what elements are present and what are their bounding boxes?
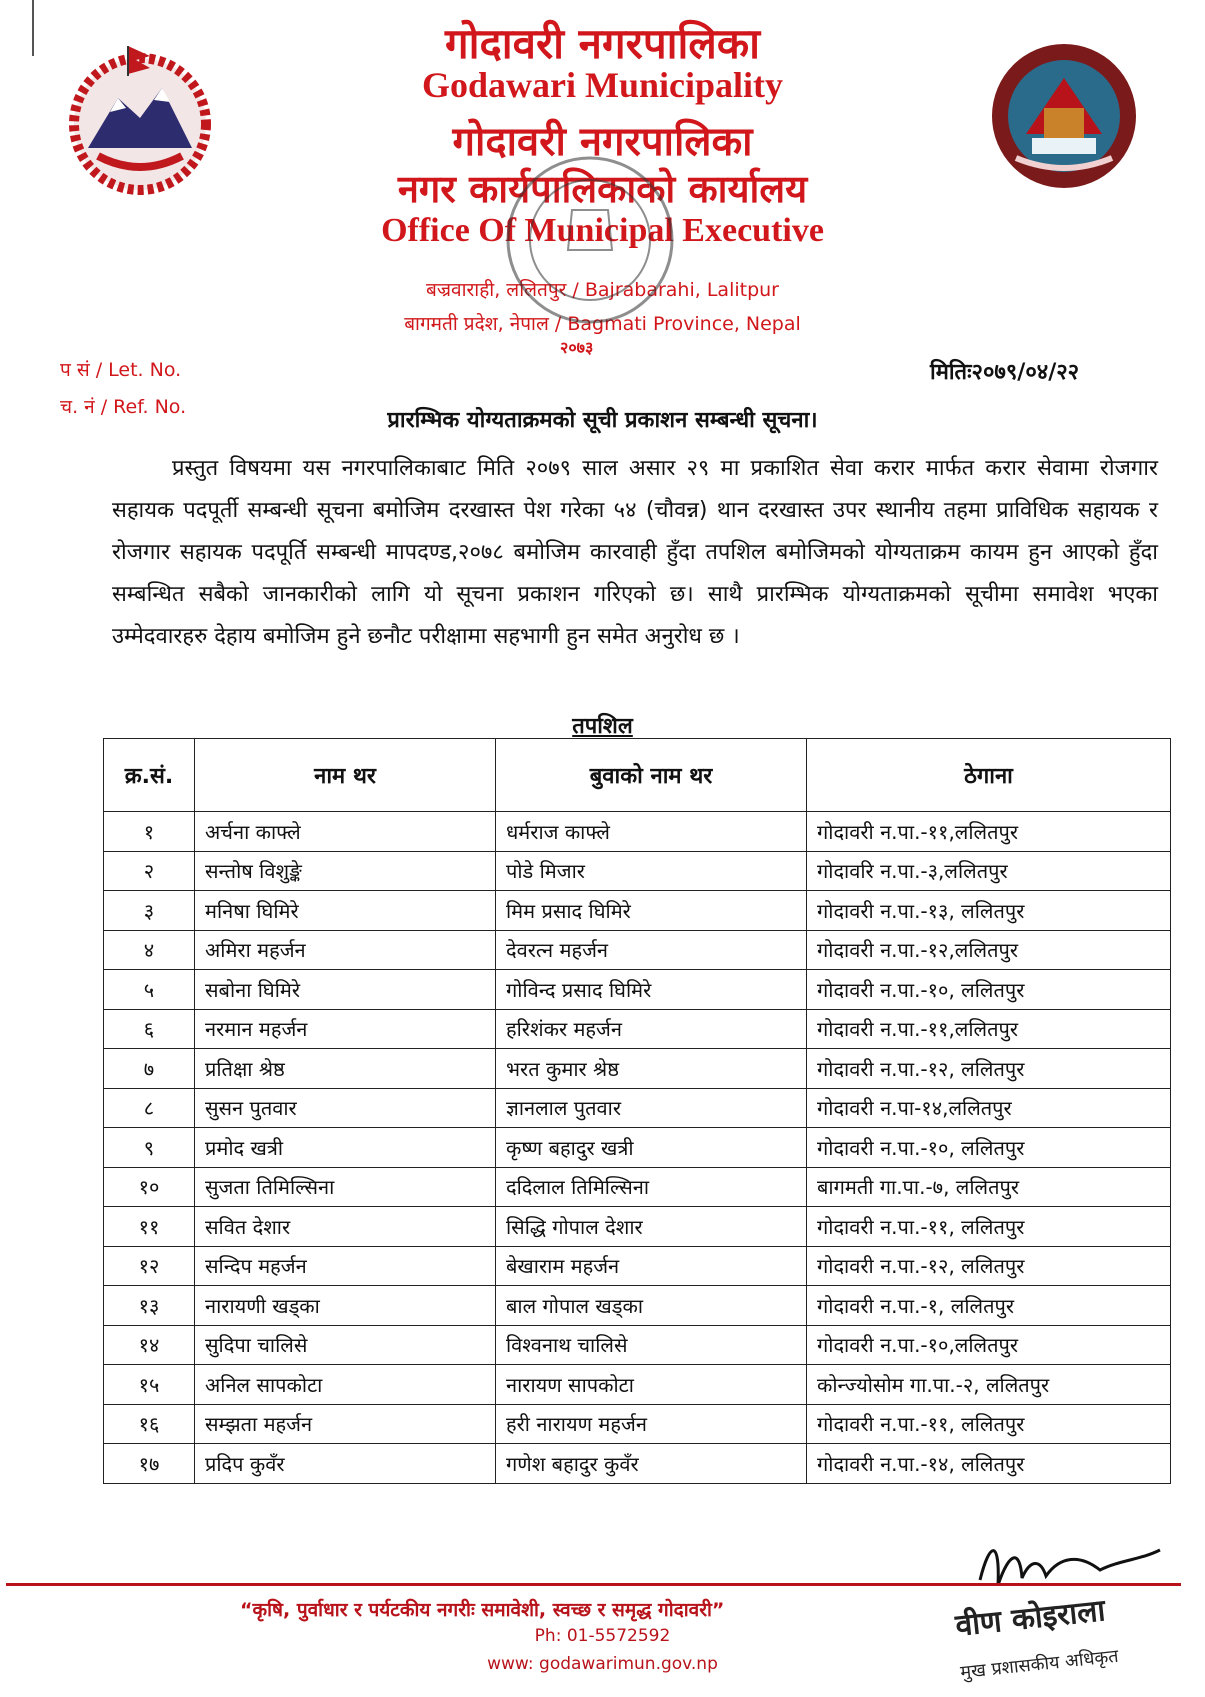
municipality-name-newari: गोदावरी नगरपालिका (452, 119, 753, 165)
address-cell: गोदावरी न.पा.-११,ललितपुर (807, 1009, 1171, 1049)
address-line-1: बज्रवाराही, ललितपुर / Bajrabarahi, Lalitpur (426, 279, 779, 301)
name-cell: प्रतिक्षा श्रेष्ठ (195, 1049, 496, 1089)
table-row (104, 1128, 1171, 1168)
father-name-cell: पोडे मिजार (496, 851, 807, 891)
father-name-cell: बेखाराम महर्जन (496, 1246, 807, 1286)
name-cell: सुसन पुतवार (195, 1088, 496, 1128)
serial-cell: ६ (104, 1009, 195, 1049)
table-title: तपशिल (572, 714, 633, 739)
serial-cell: ९ (104, 1128, 195, 1168)
seal-year: २०७३ (560, 338, 594, 357)
address-cell: गोदावरी न.पा.-१०,ललितपुर (807, 1325, 1171, 1365)
name-cell: नारायणी खड्का (195, 1286, 496, 1326)
table-row (104, 1167, 1171, 1207)
address-cell: बागमती गा.पा.-७, ललितपुर (807, 1167, 1171, 1207)
address-cell: गोदावरी न.पा.-११, ललितपुर (807, 1207, 1171, 1247)
table-body (104, 812, 1171, 1484)
table-header-row (104, 739, 1171, 812)
name-cell: सम्झता महर्जन (195, 1404, 496, 1444)
municipality-name-english: Godawari Municipality (421, 65, 784, 105)
name-cell: अमिरा महर्जन (195, 930, 496, 970)
name-cell: मनिषा घिमिरे (195, 891, 496, 931)
column-header-father-name: बुवाको नाम थर (496, 739, 807, 812)
notice-subject: प्रारम्भिक योग्यताक्रमको सूची प्रकाशन सम्बन्धी सूचना। (387, 408, 818, 433)
office-name-nepali: नगर कार्यपालिकाको कार्यालय (397, 167, 808, 211)
table-row (104, 930, 1171, 970)
table-row (104, 812, 1171, 852)
table-row (104, 1286, 1171, 1326)
table-row (104, 1009, 1171, 1049)
address-cell: गोदावरि न.पा.-३,ललितपुर (807, 851, 1171, 891)
footer-website: www: godawarimun.gov.np (487, 1654, 718, 1674)
notice-body: प्रस्तुत विषयमा यस नगरपालिकाबाट मिति २०७९ साल असार २९ मा प्रकाशित सेवा करार मार्फत करार सेवामा रोजगार सहायक पदपूर्ती सम्बन्धी सूचना बमोजिम दरखास्त पेश गरेका ५४ (चौवन्न) थान दरखास्त उपर स्थानीय तहमा प्राविधिक सहायक र रोजगार सहायक पदपूर्ति सम्बन्धी मापदण्ड,२०७८ बमोजिम कारवाही हुँदा तपशिल बमोजिमको योग्यताक्रम कायम हुन आएको हुँदा सम्बन्धित सबैको जानकारीको लागि यो सूचना प्रकाशन गरिएको छ। साथै प्रारम्भिक योग्यताक्रमको सूचीमा समावेश भएका उम्मेदवारहरु देहाय बमोजिम हुने छनौट परीक्षामा सहभागी हुन समेत अनुरोध छ । (112, 456, 1158, 649)
serial-cell: १४ (104, 1325, 195, 1365)
father-name-cell: हरिशंकर महर्जन (496, 1009, 807, 1049)
address-cell: गोदावरी न.पा.-११, ललितपुर (807, 1404, 1171, 1444)
address-cell: गोदावरी न.पा.-१२, ललितपुर (807, 1246, 1171, 1286)
table-row (104, 1404, 1171, 1444)
column-header-serial: क्र.सं. (104, 739, 195, 812)
column-header-address: ठेगाना (807, 739, 1171, 812)
column-header-name: नाम थर (195, 739, 496, 812)
footer-phone: Ph: 01-5572592 (534, 1626, 671, 1646)
serial-cell: ३ (104, 891, 195, 931)
father-name-cell: देवरत्न महर्जन (496, 930, 807, 970)
name-cell: सन्दिप महर्जन (195, 1246, 496, 1286)
serial-cell: ८ (104, 1088, 195, 1128)
officer-name: वीण कोइराला (953, 1593, 1107, 1644)
address-cell: गोदावरी न.पा.-१३, ललितपुर (807, 891, 1171, 931)
table-row (104, 891, 1171, 931)
name-cell: प्रदिप कुवँर (195, 1444, 496, 1484)
footer-motto: “कृषि, पुर्वाधार र पर्यटकीय नगरीः समावेशी, स्वच्छ र समृद्ध गोदावरी” (240, 1599, 725, 1621)
father-name-cell: गणेश बहादुर कुवँर (496, 1444, 807, 1484)
father-name-cell: गोविन्द प्रसाद घिमिरे (496, 970, 807, 1010)
address-cell: गोदावरी न.पा.-१, ललितपुर (807, 1286, 1171, 1326)
serial-cell: ५ (104, 970, 195, 1010)
father-name-cell: विश्वनाथ चालिसे (496, 1325, 807, 1365)
serial-cell: ७ (104, 1049, 195, 1089)
address-cell: गोदावरी न.पा.-११,ललितपुर (807, 812, 1171, 852)
municipality-name-nepali: गोदावरी नगरपालिका (444, 19, 761, 68)
serial-cell: १५ (104, 1365, 195, 1405)
serial-cell: १७ (104, 1444, 195, 1484)
address-cell: कोन्ज्योसोम गा.पा.-२, ललितपुर (807, 1365, 1171, 1405)
father-name-cell: सिद्धि गोपाल देशार (496, 1207, 807, 1247)
father-name-cell: मिम प्रसाद घिमिरे (496, 891, 807, 931)
name-cell: अर्चना काफ्ले (195, 812, 496, 852)
table-row (104, 1049, 1171, 1089)
signature-icon (970, 1530, 1170, 1600)
father-name-cell: ददिलाल तिमिल्सिना (496, 1167, 807, 1207)
father-name-cell: बाल गोपाल खड्का (496, 1286, 807, 1326)
father-name-cell: धर्मराज काफ्ले (496, 812, 807, 852)
officer-title: मुख प्रशासकीय अधिकृत (959, 1645, 1120, 1684)
letter-number-label: प सं / Let. No. (60, 359, 182, 381)
serial-cell: २ (104, 851, 195, 891)
name-cell: सन्तोष विशुङ्के (195, 851, 496, 891)
address-cell: गोदावरी न.पा.-१०, ललितपुर (807, 970, 1171, 1010)
notice-date: मितिः२०७९/०४/२२ (930, 360, 1080, 385)
table-row (104, 1246, 1171, 1286)
office-seal-icon (500, 150, 680, 330)
candidate-table (103, 738, 1171, 1484)
address-cell: गोदावरी न.पा.-१४, ललितपुर (807, 1444, 1171, 1484)
office-name-english: Office Of Municipal Executive (381, 212, 824, 249)
serial-cell: ११ (104, 1207, 195, 1247)
name-cell: सुदिपा चालिसे (195, 1325, 496, 1365)
address-cell: गोदावरी न.पा.-१०, ललितपुर (807, 1128, 1171, 1168)
address-line-2: बागमती प्रदेश, नेपाल / Bagmati Province, Nepal (404, 313, 801, 335)
name-cell: सुजता तिमिल्सिना (195, 1167, 496, 1207)
name-cell: सवित देशार (195, 1207, 496, 1247)
table-row (104, 1444, 1171, 1484)
name-cell: प्रमोद खत्री (195, 1128, 496, 1168)
serial-cell: १ (104, 812, 195, 852)
address-cell: गोदावरी न.पा.-१२, ललितपुर (807, 1049, 1171, 1089)
table-row (104, 1088, 1171, 1128)
table-row (104, 851, 1171, 891)
table-row (104, 1365, 1171, 1405)
serial-cell: १६ (104, 1404, 195, 1444)
serial-cell: १२ (104, 1246, 195, 1286)
serial-cell: १३ (104, 1286, 195, 1326)
name-cell: नरमान महर्जन (195, 1009, 496, 1049)
name-cell: अनिल सापकोटा (195, 1365, 496, 1405)
father-name-cell: कृष्ण बहादुर खत्री (496, 1128, 807, 1168)
father-name-cell: भरत कुमार श्रेष्ठ (496, 1049, 807, 1089)
serial-cell: ४ (104, 930, 195, 970)
father-name-cell: नारायण सापकोटा (496, 1365, 807, 1405)
name-cell: सबोना घिमिरे (195, 970, 496, 1010)
father-name-cell: ज्ञानलाल पुतवार (496, 1088, 807, 1128)
reference-number-label: च. नं / Ref. No. (60, 396, 187, 418)
table-row (104, 970, 1171, 1010)
father-name-cell: हरी नारायण महर्जन (496, 1404, 807, 1444)
serial-cell: १० (104, 1167, 195, 1207)
footer-rule (6, 1583, 1181, 1586)
address-cell: गोदावरी न.पा.-१२,ललितपुर (807, 930, 1171, 970)
address-cell: गोदावरी न.पा-१४,ललितपुर (807, 1088, 1171, 1128)
table-row (104, 1207, 1171, 1247)
table-row (104, 1325, 1171, 1365)
